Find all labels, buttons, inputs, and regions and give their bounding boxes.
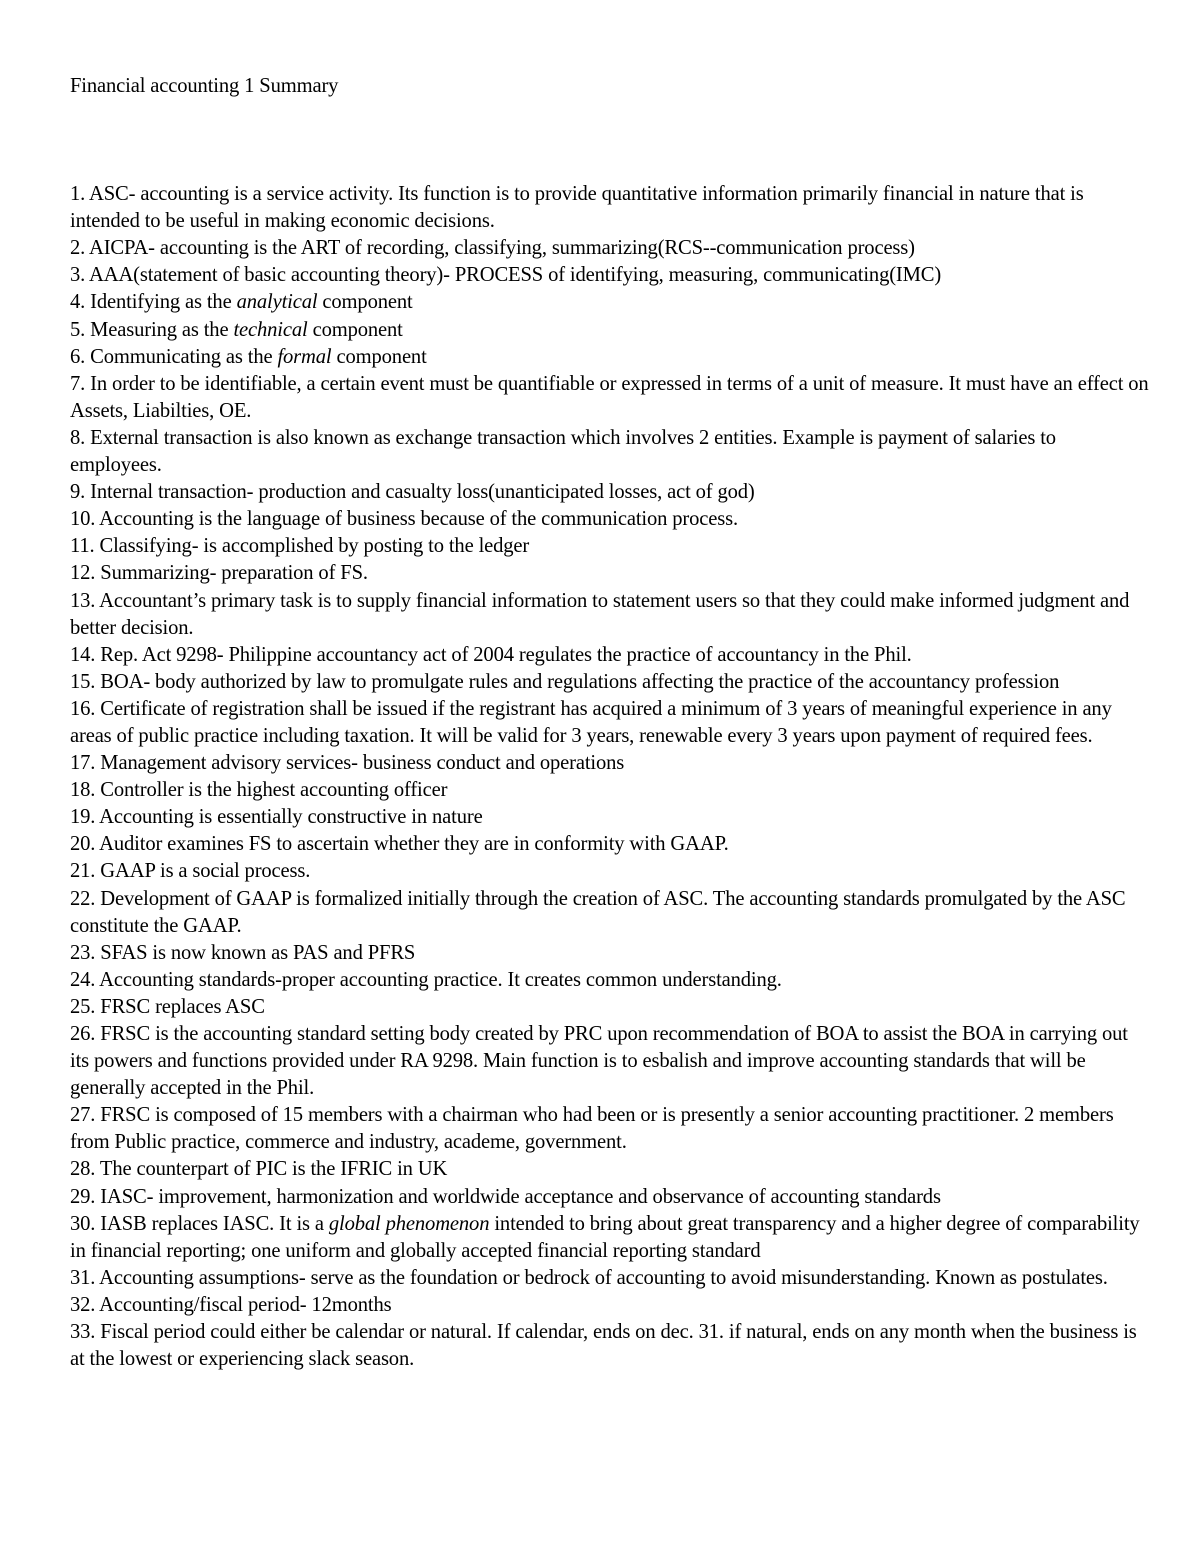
summary-list: [70, 181, 1150, 1373]
summary-item: 15. BOA- body authorized by law to promulgate rules and regulations affecting the practice of the accountancy profession: [70, 670, 1060, 693]
summary-item: 17. Management advisory services- business conduct and operations: [70, 752, 625, 775]
summary-item: [70, 344, 1150, 371]
summary-item: 32. Accounting/fiscal period- 12months: [70, 1293, 392, 1316]
summary-item: 2. AICPA- accounting is the ART of recording, classifying, summarizing(RCS--communication process): [70, 237, 915, 260]
summary-item: 20. Auditor examines FS to ascertain whether they are in conformity with GAAP.: [70, 833, 729, 856]
summary-item: 9. Internal transaction- production and casualty loss(unanticipated losses, act of god): [70, 481, 755, 504]
item-emphasis: technical: [233, 318, 308, 341]
summary-item: 18. Controller is the highest accounting officer: [70, 779, 448, 802]
item-text: component: [307, 318, 403, 341]
summary-item: 8. External transaction is also known as exchange transaction which involves 2 entities. Example is payment of salaries to employees.: [70, 426, 1056, 477]
summary-item: 3. AAA(statement of basic accounting theory)- PROCESS of identifying, measuring, communicating(IMC): [70, 264, 942, 287]
summary-item: 13. Accountant’s primary task is to supply financial information to statement users so that they could make informed judgment and better decision.: [70, 589, 1130, 639]
summary-item: 33. Fiscal period could either be calendar or natural. If calendar, ends on dec. 31. if natural, ends on any month when the business is at the lowest or experiencing slack season.: [70, 1321, 1137, 1371]
document-title: Financial accounting 1 Summary: [70, 75, 339, 97]
summary-item: 23. SFAS is now known as PAS and PFRS: [70, 941, 416, 964]
summary-item: 26. FRSC is the accounting standard setting body created by PRC upon recommendation of BOA to assist the BOA in carrying out its powers and functions provided under RA 9298. Main function is to esbalish and improve accounting standards that will be generally accepted in the Phil.: [70, 1023, 1128, 1100]
summary-item: 11. Classifying- is accomplished by posting to the ledger: [70, 535, 530, 558]
summary-item: 10. Accounting is the language of business because of the communication process.: [70, 508, 738, 531]
item-text: 4. Identifying as the: [70, 291, 237, 314]
summary-item: 24. Accounting standards-proper accounting practice. It creates common understanding.: [70, 968, 782, 991]
item-emphasis: analytical: [236, 291, 318, 314]
summary-item: 21. GAAP is a social process.: [70, 860, 311, 883]
item-emphasis: formal: [277, 345, 332, 368]
item-text: component: [331, 345, 427, 368]
summary-item: 25. FRSC replaces ASC: [70, 995, 265, 1018]
summary-item: 19. Accounting is essentially constructive in nature: [70, 806, 483, 829]
summary-item: 31. Accounting assumptions- serve as the foundation or bedrock of accounting to avoid misunderstanding. Known as postulates.: [70, 1266, 1108, 1289]
summary-item: 22. Development of GAAP is formalized initially through the creation of ASC. The accounting standards promulgated by the ASC constitute the GAAP.: [70, 887, 1126, 937]
summary-item: 1. ASC- accounting is a service activity. Its function is to provide quantitative information primarily financial in nature that is intended to be useful in making economic decisions.: [70, 183, 1084, 233]
summary-item: 16. Certificate of registration shall be issued if the registrant has acquired a minimum of 3 years of meaningful experience in any areas of public practice including taxation. It will be valid for 3 years, renewable every 3 years upon payment of required fees.: [70, 697, 1112, 747]
item-text: component: [317, 291, 413, 314]
summary-item: 12. Summarizing- preparation of FS.: [70, 562, 368, 585]
item-text: 30. IASB replaces IASC. It is a: [70, 1212, 329, 1235]
item-text: intended to bring about great transparency and a higher degree of comparability in financial reporting; one uniform and globally accepted financial reporting standard: [70, 1212, 1140, 1262]
document-page: [70, 73, 1150, 1373]
summary-item: 29. IASC- improvement, harmonization and worldwide acceptance and observance of accounting standards: [70, 1185, 941, 1208]
summary-item: 28. The counterpart of PIC is the IFRIC in UK: [70, 1158, 448, 1181]
summary-item: [70, 317, 1150, 344]
summary-item: 7. In order to be identifiable, a certain event must be quantifiable or expressed in terms of a unit of measure. It must have an effect on Assets, Liabilties, OE.: [70, 372, 1149, 422]
summary-item: 27. FRSC is composed of 15 members with a chairman who had been or is presently a senior accounting practitioner. 2 members from Public practice, commerce and industry, academe, government.: [70, 1104, 1114, 1154]
item-text: 5. Measuring as the: [70, 318, 234, 341]
summary-item: [70, 1211, 1150, 1265]
summary-item: 14. Rep. Act 9298- Philippine accountancy act of 2004 regulates the practice of accountancy in the Phil.: [70, 643, 912, 666]
item-emphasis: global phenomenon: [328, 1212, 490, 1235]
item-text: 6. Communicating as the: [70, 345, 278, 368]
summary-item: [70, 289, 1150, 316]
